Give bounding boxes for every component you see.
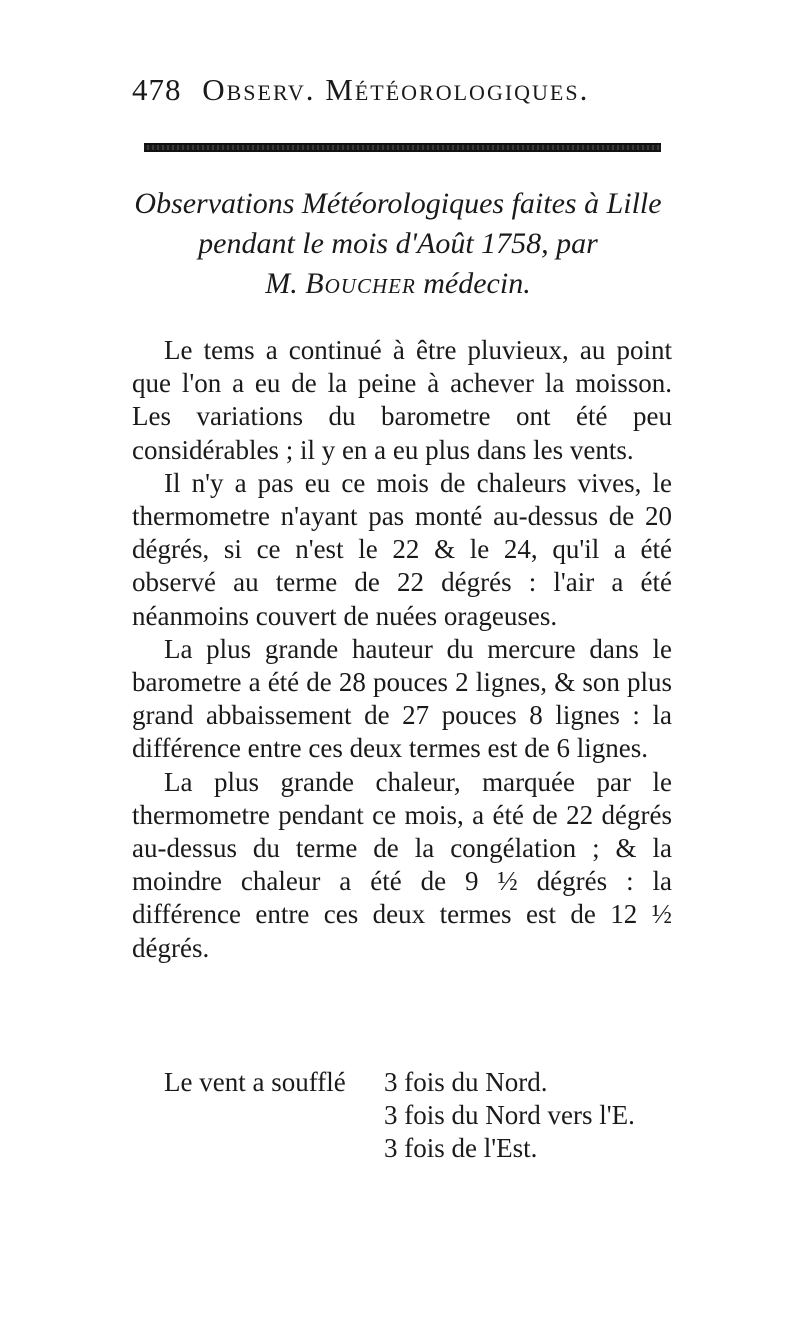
heading-suffix: médecin. — [423, 267, 531, 300]
heading-prefix: M. — [265, 267, 298, 300]
running-title: Observ. Météorologiques. — [202, 72, 590, 107]
wind-row-north-east: 3 fois du Nord vers l'E. — [384, 1100, 635, 1131]
running-head — [132, 72, 672, 108]
section-heading — [118, 184, 678, 304]
heading-line-3 — [118, 264, 678, 304]
body-text — [132, 334, 672, 965]
wind-row-north: 3 fois du Nord. — [384, 1067, 548, 1097]
author-name: Boucher — [305, 267, 416, 300]
wind-row-east: 3 fois de l'Est. — [384, 1133, 538, 1164]
paragraph-heat: Il n'y a pas eu ce mois de chaleurs vives, le thermometre n'ayant pas monté au-dessus de 20 dégrés, si ce n'est le 22 & le 24, qu'il a été observé au terme de 22 dégrés : l'air a été néanmoins couvert de nuées orageuses. — [132, 467, 672, 631]
header-rule — [144, 143, 661, 152]
heading-line-1: Observations Météorologiques faites à Lille — [134, 187, 662, 220]
paragraph-rain: Le tems a continué à être pluvieux, au point que l'on a eu de la peine à achever la moisson. Les variations du barometre ont été peu considérables ; il y en a eu plus dans les vents. — [132, 335, 672, 465]
winds-lead: Le vent a soufflé — [164, 1067, 346, 1097]
paragraph-thermometer: La plus grande chaleur, marquée par le thermometre pendant ce mois, a été de 22 dégrés au-dessus du terme de la congélation ; & la moindre chaleur a été de 9 ½ dégrés : la différence entre ces deux termes est de 12 ½ dégrés. — [132, 766, 672, 963]
paragraph-barometer: La plus grande hauteur du mercure dans le barometre a été de 28 pouces 2 lignes, & son plus grand abbaissement de 27 pouces 8 lignes : la différence entre ces deux termes est de 6 lignes. — [132, 633, 672, 764]
heading-line-2: pendant le mois d'Août 1758, par — [198, 227, 598, 260]
page-number: 478 — [132, 72, 182, 107]
